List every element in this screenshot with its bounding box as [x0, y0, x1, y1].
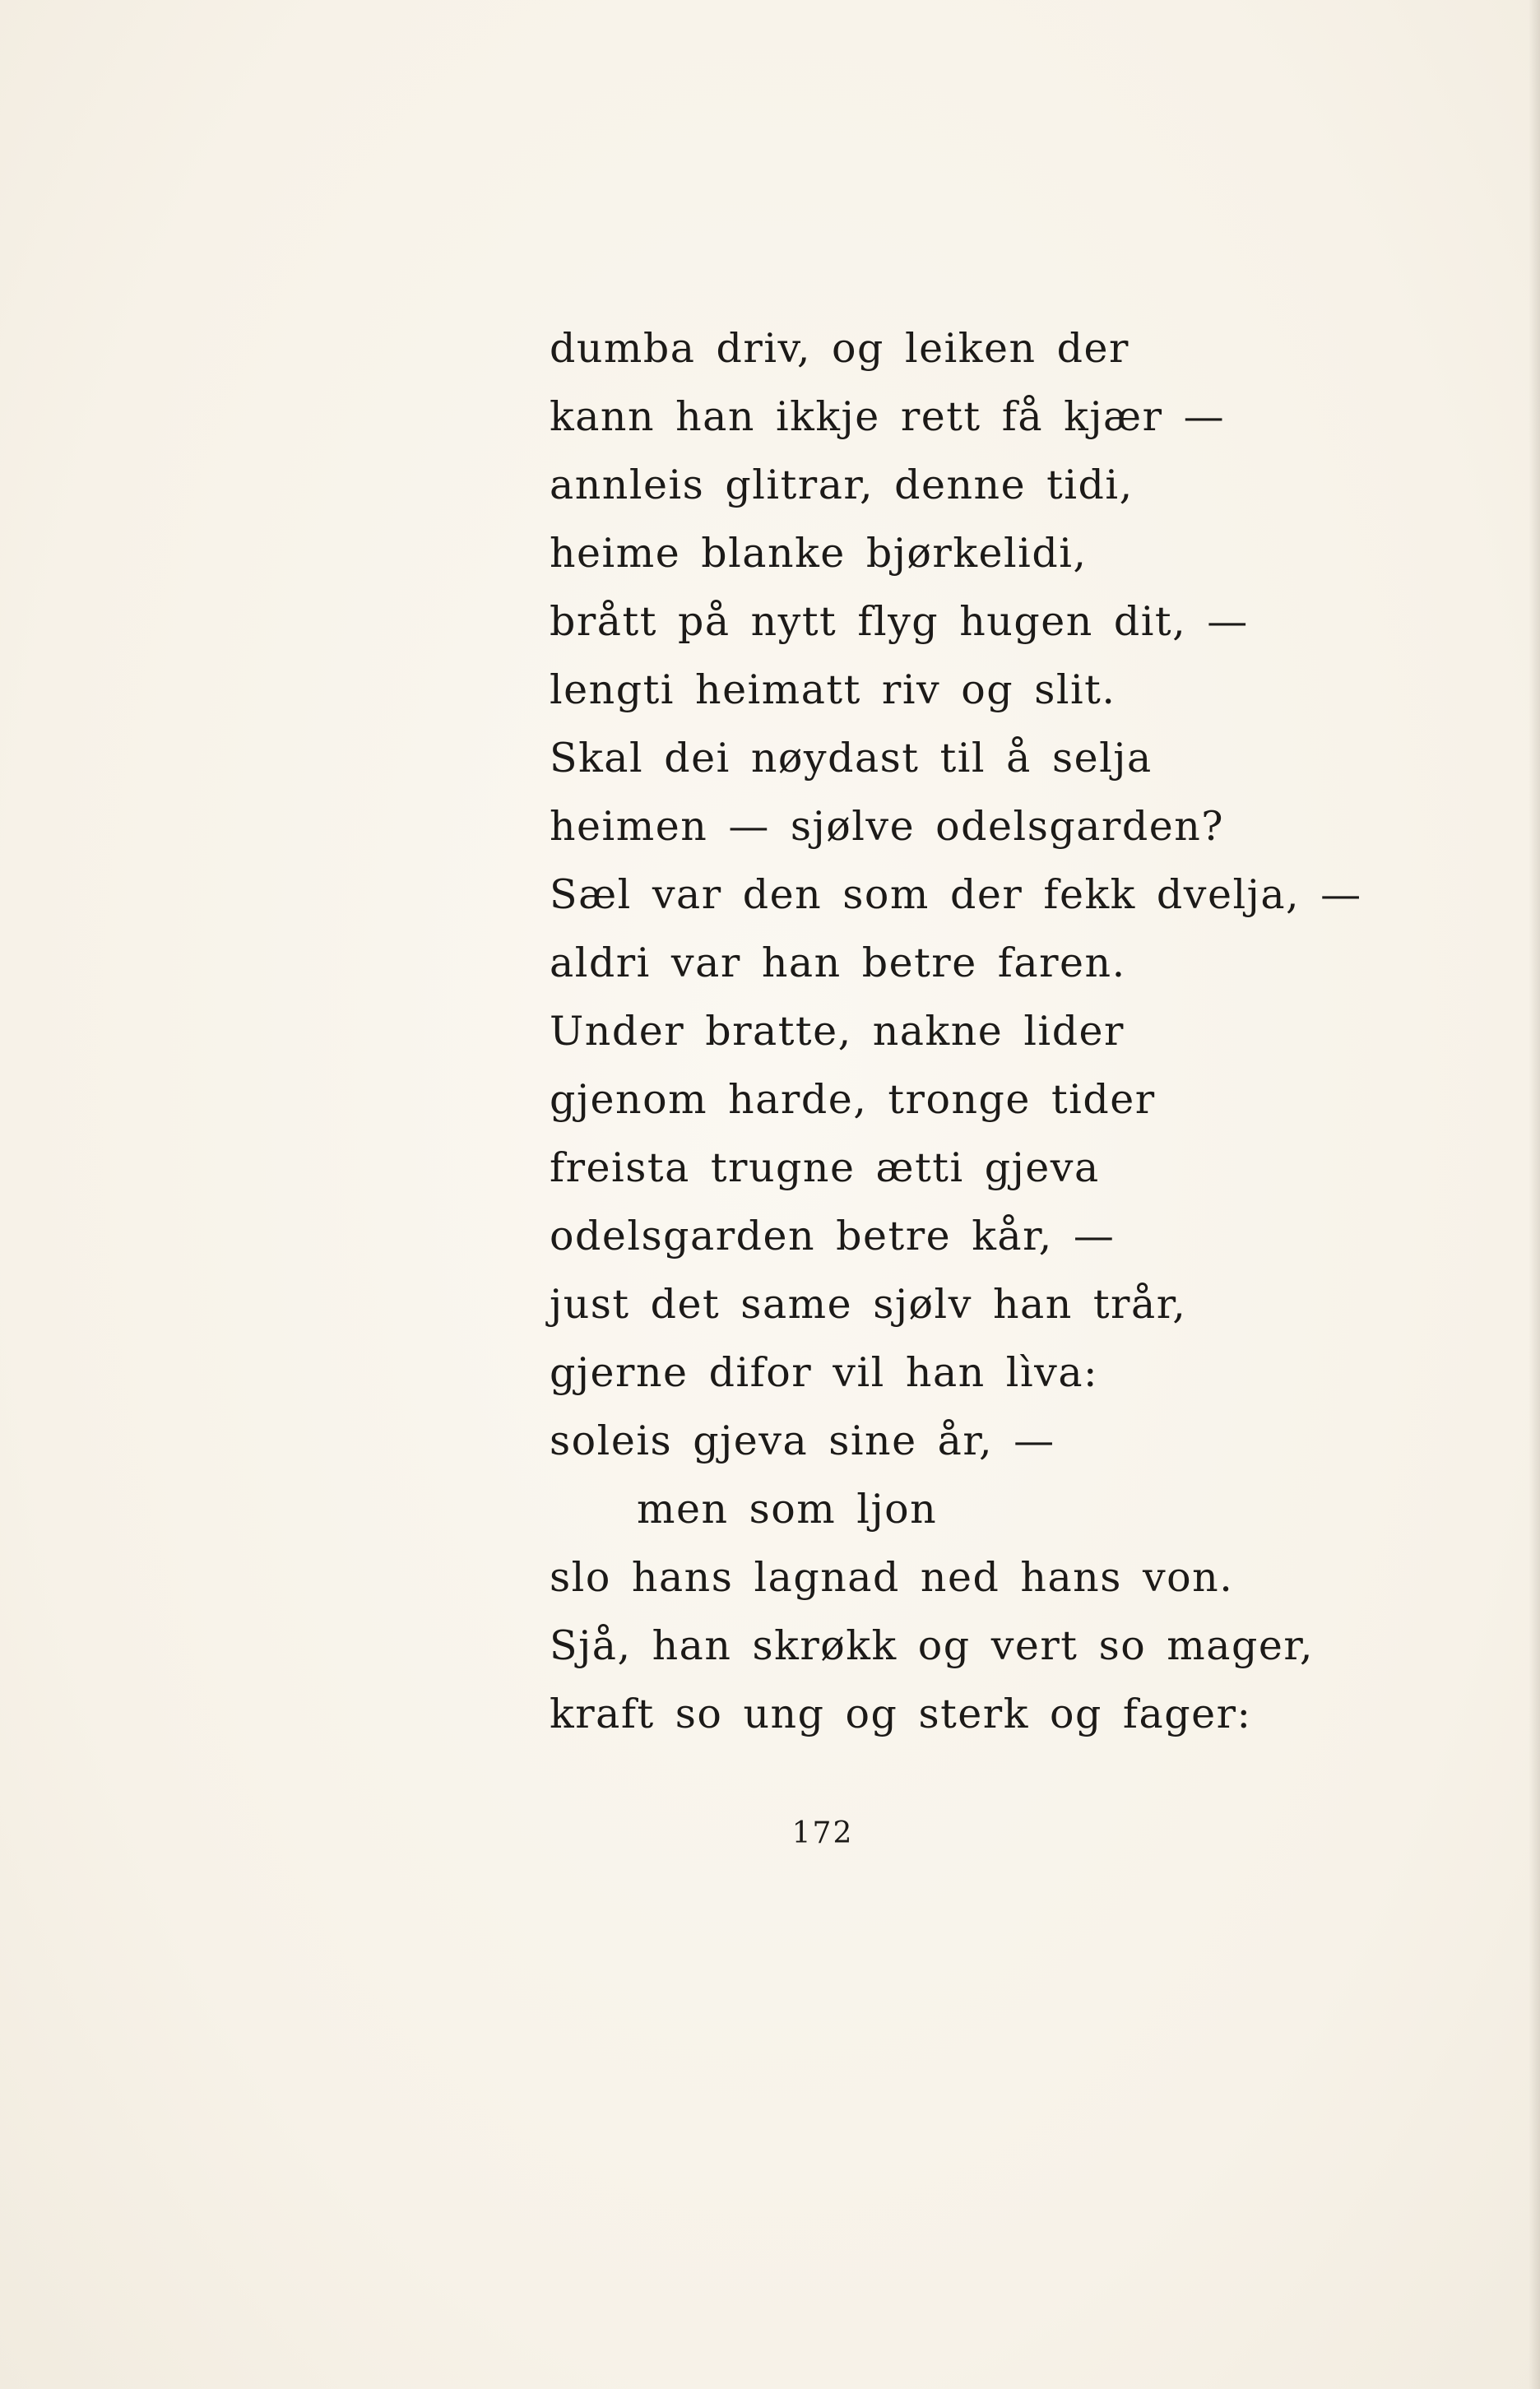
- poem-line: gjenom harde, tronge tider: [550, 1076, 1156, 1123]
- poem-line: kann han ikkje rett få kjær —: [550, 393, 1226, 440]
- poem-line: Sjå, han skrøkk og vert so mager,: [550, 1622, 1314, 1669]
- poem-line: annleis glitrar, denne tidi,: [550, 462, 1134, 508]
- poem-text: [550, 314, 1454, 1748]
- poem-line: kraft so ung og sterk og fager:: [550, 1691, 1252, 1737]
- poem-line: lengti heimatt riv og slit.: [550, 666, 1116, 713]
- poem-line: Under bratte, nakne lider: [550, 1008, 1125, 1055]
- poem-line: heime blanke bjørkelidi,: [550, 530, 1088, 577]
- poem-line: gjerne difor vil han lìva:: [550, 1349, 1099, 1396]
- poem-line: Sæl var den som der fekk dvelja, —: [550, 871, 1362, 918]
- poem-line: dumba driv, og leiken der: [550, 325, 1129, 372]
- poem-line: odelsgarden betre kår, —: [550, 1213, 1116, 1259]
- poem-line: heimen — sjølve odelsgarden?: [550, 803, 1225, 850]
- poem-line: freista trugne ætti gjeva: [550, 1144, 1100, 1191]
- poem-line: aldri var han betre faren.: [550, 939, 1126, 986]
- poem-line: brått på nytt flyg hugen dit, —: [550, 598, 1249, 645]
- poem-line: slo hans lagnad ned hans von.: [550, 1554, 1234, 1601]
- poem-line: soleis gjeva sine år, —: [550, 1417, 1055, 1464]
- page-number: 172: [791, 1816, 854, 1850]
- page-edge-shadow: [1528, 0, 1540, 2389]
- poem-line: just det same sjølv han trår,: [550, 1281, 1187, 1328]
- poem-line: men som ljon: [637, 1486, 938, 1533]
- poem-line: Skal dei nøydast til å selja: [550, 735, 1153, 782]
